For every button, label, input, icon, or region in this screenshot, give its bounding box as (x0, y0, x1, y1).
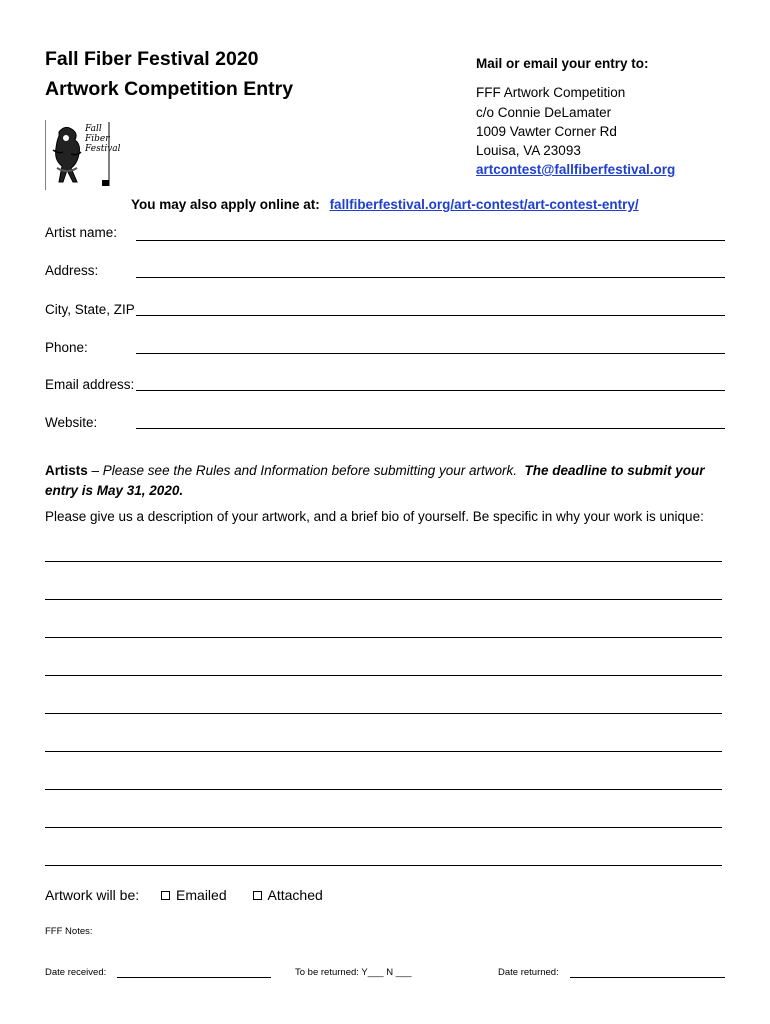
fff-notes-label: FFF Notes: (45, 926, 93, 937)
checkbox-icon[interactable] (161, 891, 170, 900)
phone-field[interactable] (136, 353, 725, 354)
festival-logo (45, 120, 121, 190)
city-state-zip-label: City, State, ZIP (45, 302, 135, 317)
description-line[interactable] (45, 865, 722, 866)
description-line[interactable] (45, 827, 722, 828)
online-url-link[interactable]: fallfiberfestival.org/art-contest/art-contest-entry/ (329, 197, 639, 212)
artist-name-field[interactable] (136, 240, 725, 241)
emailed-option[interactable]: Emailed (161, 887, 230, 903)
attached-option[interactable]: Attached (253, 887, 323, 903)
address-line: 1009 Vawter Corner Rd (476, 124, 617, 139)
mail-heading: Mail or email your entry to: (476, 56, 649, 71)
artist-name-label: Artist name: (45, 225, 118, 240)
form-subtitle: Artwork Competition Entry (45, 78, 294, 100)
to-be-returned-label: To be returned: Y___ N ___ (295, 967, 412, 978)
description-line[interactable] (45, 637, 722, 638)
email-link[interactable]: artcontest@fallfiberfestival.org (476, 162, 676, 177)
description-line[interactable] (45, 561, 722, 562)
description-line[interactable] (45, 675, 722, 676)
date-returned-field[interactable] (570, 977, 725, 978)
address-field[interactable] (136, 277, 725, 278)
description-line[interactable] (45, 751, 722, 752)
artwork-delivery-row (45, 887, 323, 903)
artists-note: Artists – Please see the Rules and Information before submitting your artwork. The deadline to submit your entry is May 31, 2020. (45, 463, 705, 498)
description-line[interactable] (45, 599, 722, 600)
checkbox-icon[interactable] (253, 891, 262, 900)
email-address-field[interactable] (136, 390, 725, 391)
artwork-label: Artwork will be: (45, 887, 140, 903)
address-line: c/o Connie DeLamater (476, 105, 612, 120)
description-line[interactable] (45, 713, 722, 714)
date-returned-label: Date returned: (498, 967, 559, 978)
date-received-label: Date received: (45, 967, 107, 978)
address-line: Louisa, VA 23093 (476, 143, 581, 158)
email-address-label: Email address: (45, 377, 135, 392)
form-title: Fall Fiber Festival 2020 (45, 48, 259, 70)
online-apply-row (131, 197, 639, 212)
address-line: FFF Artwork Competition (476, 85, 626, 100)
address-label: Address: (45, 263, 99, 278)
description-prompt: Please give us a description of your artwork, and a brief bio of yourself. Be specific in why your work is unique: (45, 509, 704, 524)
phone-label: Phone: (45, 340, 88, 355)
date-received-field[interactable] (117, 977, 271, 978)
deadline-text: The deadline to submit your entry is May 31, 2020. (45, 463, 705, 498)
online-label: You may also apply online at: (131, 197, 320, 212)
description-line[interactable] (45, 789, 722, 790)
city-state-zip-field[interactable] (136, 315, 725, 316)
logo-text: Fall Fiber Festival (85, 124, 121, 154)
website-label: Website: (45, 415, 98, 430)
website-field[interactable] (136, 428, 725, 429)
